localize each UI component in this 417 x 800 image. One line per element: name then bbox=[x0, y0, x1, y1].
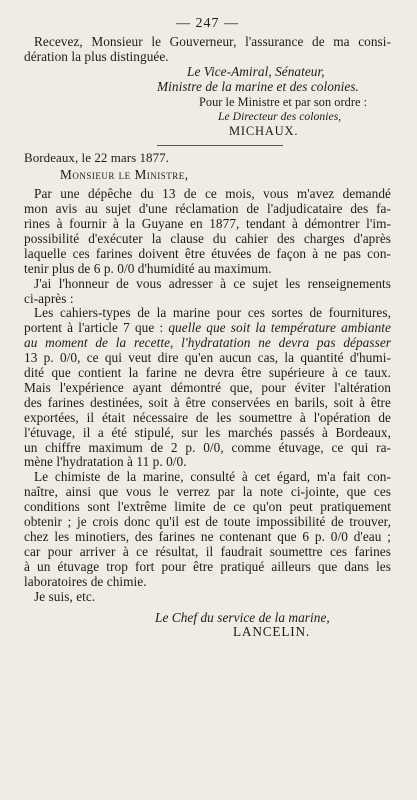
letter-salutation: Monsieur le Ministre, bbox=[60, 167, 189, 183]
section-divider bbox=[157, 145, 283, 146]
body-line: Mais l'expérience ayant démontré que, pour éviter l'altération bbox=[24, 379, 391, 395]
body-line: rines à fournir à la Guyane en 1877, tendant à démontrer l'im- bbox=[24, 215, 391, 231]
body-line: mon avis au sujet d'une réclamation de l'adjudicataire des fa- bbox=[24, 201, 391, 217]
letter-body bbox=[24, 187, 391, 604]
body-line: exportées, il était nécessaire de les soumettre à l'opération de bbox=[24, 409, 391, 425]
page-number: — 247 — bbox=[176, 16, 239, 31]
quoted-clause: au moment de la recette, l'hydratation ne devra pas dépasser bbox=[24, 335, 391, 351]
body-line: mène l'hydratation à 11 p. 0/0. bbox=[24, 454, 187, 470]
body-line: 13 p. 0/0, ce qui veut dire qu'en aucun cas, la quantité d'humi- bbox=[24, 350, 391, 366]
body-line: des farines destinées, soit à être conservées en barils, soit à être bbox=[24, 394, 391, 410]
by-order-line: Pour le Ministre et par son ordre : bbox=[199, 94, 368, 109]
closing-line-2: dération la plus distinguée. bbox=[24, 48, 169, 64]
signer-name: Le Vice-Amiral, Sénateur, bbox=[187, 63, 325, 79]
body-line: J'ai l'honneur de vous adresser à ce sujet les renseignements bbox=[34, 275, 391, 291]
quoted-clause: quelle que soit la température ambiante bbox=[168, 320, 391, 336]
body-line: laquelle ces farines doivent être étuvées de façon à ne pas con- bbox=[24, 245, 391, 261]
body-line: Les cahiers-types de la marine pour ces sortes de fournitures, bbox=[34, 305, 391, 321]
body-line: laboratoires de chimie. bbox=[24, 573, 147, 589]
body-line: l'étuvage, il a été stipulé, sur les marchés passés à Bordeaux, bbox=[24, 424, 391, 440]
body-line: un chiffre maximum de 2 p. 0/0, comme étuvage, ce qui ra- bbox=[24, 439, 391, 455]
body-line: naître, ainsi que vous le verrez par la note ci-jointe, que ces bbox=[24, 484, 391, 500]
signer-title: Ministre de la marine et des colonies. bbox=[157, 78, 359, 94]
closing-line-1: Recevez, Monsieur le Gouverneur, l'assurance de ma consi- bbox=[34, 34, 391, 49]
body-line: Par une dépêche du 13 de ce mois, vous m'avez demandé bbox=[34, 186, 391, 202]
body-line-part: portent à l'article 7 que : bbox=[24, 320, 164, 336]
closing-signer-title: Le Chef du service de la marine, bbox=[155, 609, 330, 625]
body-line: ci-après : bbox=[24, 290, 74, 306]
body-line: obtenir ; je crois donc qu'il est de toute impossibilité de trouver, bbox=[24, 514, 391, 530]
body-line: dité que contient la farine ne devra être supérieure à ce taux. bbox=[24, 365, 391, 381]
body-line: car pour arriver à ce résultat, il faudrait soumettre ces farines bbox=[24, 543, 391, 559]
body-line: Le chimiste de la marine, consulté à cet égard, m'a fait con- bbox=[34, 469, 391, 485]
body-line: conditions sont l'extrême limite de ce qu'on peut pratiquement bbox=[24, 499, 391, 515]
director-line: Le Directeur des colonies, bbox=[218, 109, 342, 123]
body-line: à un étuvage trop fort pour être pratiqué ailleurs que dans les bbox=[24, 558, 391, 574]
signatory-name: MICHAUX. bbox=[229, 124, 299, 139]
body-line: possibilité d'exécuter la clause du cahier des charges d'après bbox=[24, 230, 391, 246]
closing-signer-name: LANCELIN. bbox=[233, 624, 310, 640]
letter-date: Bordeaux, le 22 mars 1877. bbox=[24, 150, 169, 166]
body-line: Je suis, etc. bbox=[34, 588, 96, 604]
body-line: chez les minotiers, des farines ne contenant que 6 p. 0/0 d'eau ; bbox=[24, 529, 391, 544]
body-line bbox=[24, 321, 391, 336]
body-line: tenir plus de 6 p. 0/0 d'humidité au maximum. bbox=[24, 260, 272, 276]
